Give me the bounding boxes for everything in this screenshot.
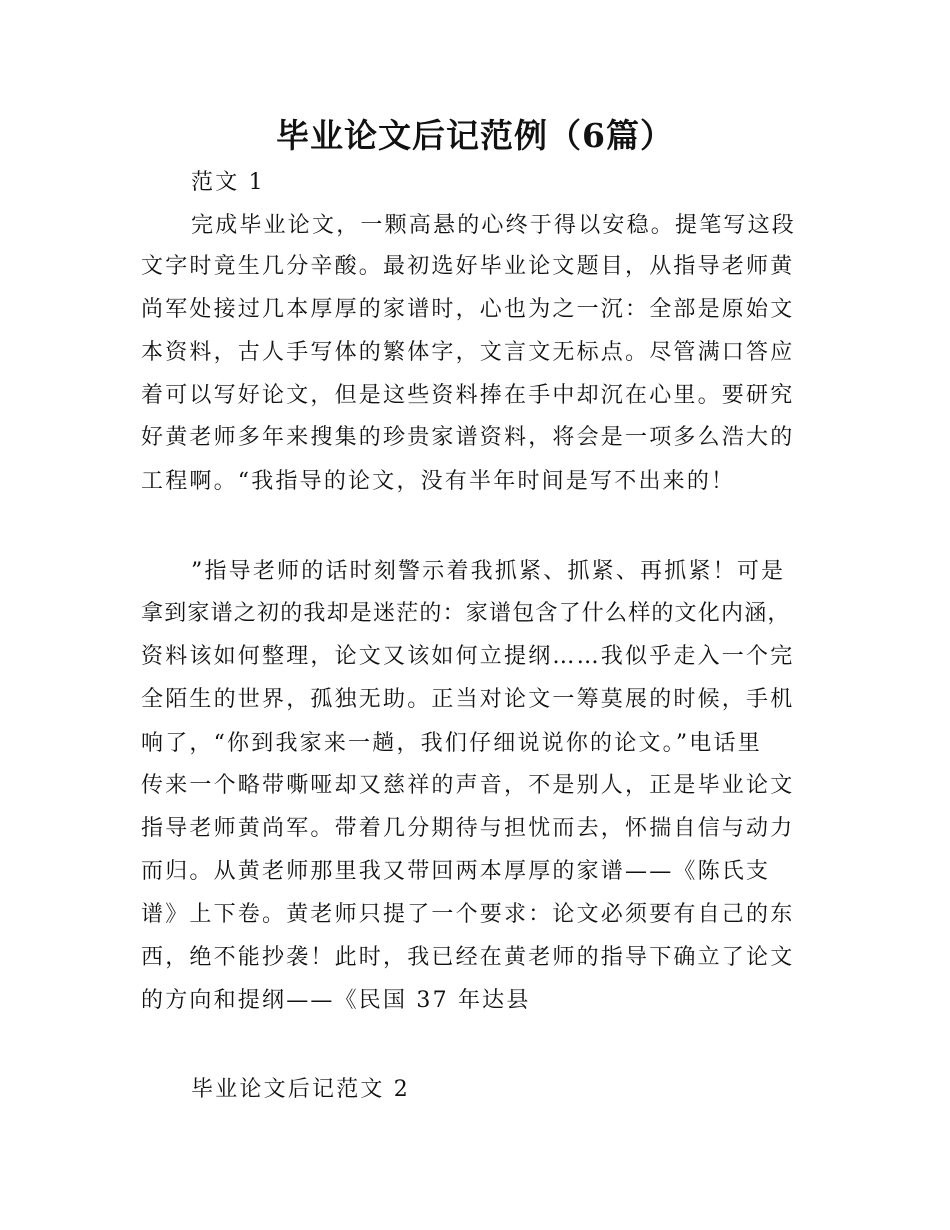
paragraph-1-line-6: 好黄老师多年来搜集的珍贵家谱资料，将会是一项多么浩大的	[141, 425, 795, 450]
paragraph-2-line-10: 西，绝不能抄袭！此时，我已经在黄老师的指导下确立了论文	[141, 945, 795, 970]
paragraph-1-line-7: 工程啊。“我指导的论文，没有半年时间是写不出来的！	[141, 469, 736, 494]
paragraph-1-line-1: 完成毕业论文，一颗高悬的心终于得以安稳。提笔写这段	[191, 213, 797, 238]
document-title: 毕业论文后记范例（6篇）	[276, 116, 674, 155]
paragraph-2-line-7: 指导老师黄尚军。带着几分期待与担忧而去，怀揣自信与动力	[141, 816, 795, 841]
paragraph-2-line-11: 的方向和提纲——《民国 37 年达县	[141, 988, 531, 1013]
paragraph-2-line-4: 全陌生的世界，孤独无助。正当对论文一筹莫展的时候，手机	[141, 687, 795, 712]
paragraph-2-line-3: 资料该如何整理，论文又该如何立提纲……我似乎走入一个完	[141, 644, 795, 669]
paragraph-2-line-2: 拿到家谱之初的我却是迷茫的：家谱包含了什么样的文化内涵，	[141, 601, 791, 626]
paragraph-2-line-9: 谱》上下卷。黄老师只提了一个要求：论文必须要有自己的东	[141, 902, 795, 927]
section-heading-1: 范文 1	[191, 170, 265, 195]
paragraph-2-line-5: 响了，“你到我家来一趟，我们仔细说说你的论文。”电话里	[141, 731, 762, 756]
paragraph-1-line-3: 尚军处接过几本厚厚的家谱时，心也为之一沉：全部是原始文	[141, 297, 795, 322]
paragraph-1-line-2: 文字时竟生几分辛酸。最初选好毕业论文题目，从指导老师黄	[141, 254, 795, 279]
paragraph-1-line-4: 本资料，古人手写体的繁体字，文言文无标点。尽管满口答应	[141, 340, 795, 365]
section-heading-2: 毕业论文后记范文 2	[191, 1077, 410, 1102]
paragraph-2-line-8: 而归。从黄老师那里我又带回两本厚厚的家谱——《陈氏支	[141, 859, 771, 884]
paragraph-2-line-6: 传来一个略带嘶哑却又慈祥的声音，不是别人，正是毕业论文	[141, 773, 795, 798]
paragraph-2-line-1: ”指导老师的话时刻警示着我抓紧、抓紧、再抓紧！可是	[191, 559, 786, 584]
paragraph-1-line-5: 着可以写好论文，但是这些资料捧在手中却沉在心里。要研究	[141, 383, 795, 408]
